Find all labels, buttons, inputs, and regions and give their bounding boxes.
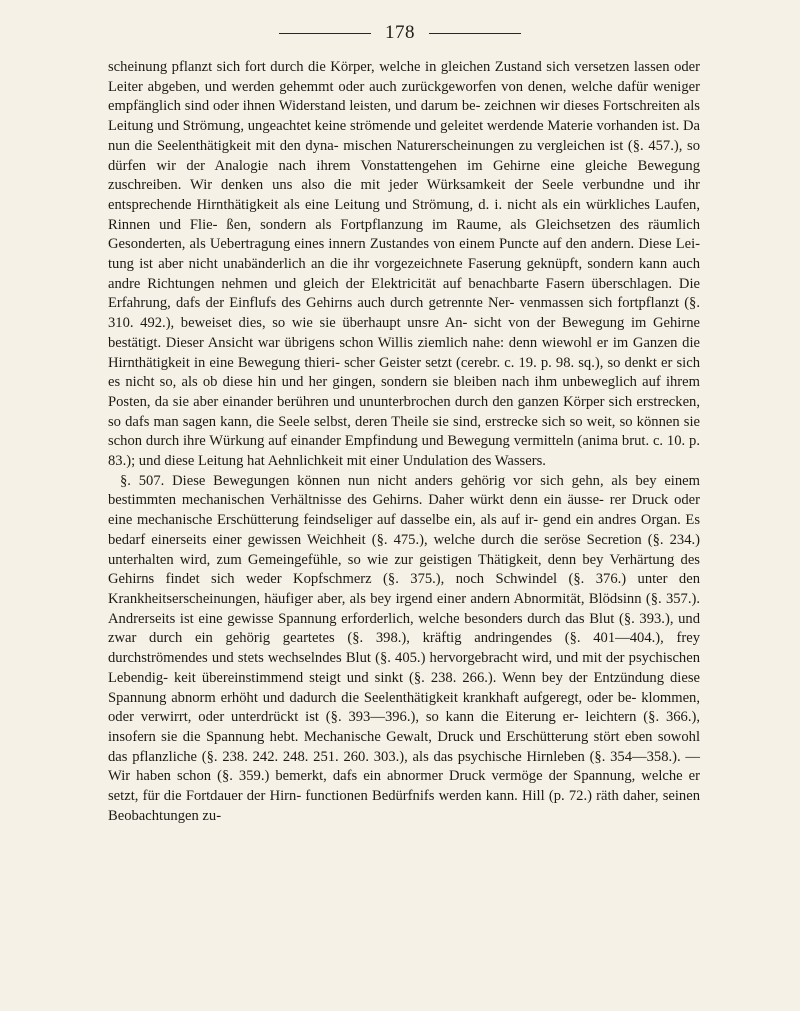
page-header	[0, 22, 800, 44]
paragraph-continuation: scheinung pflanzt sich fort durch die Körper, welche in gleichen Zustand sich versetzen lassen oder Leiter abgeben, und werden gehemmt oder auch zurückgeworfen von denen, welche dafür weniger empfänglich sind oder ihnen Widerstand leisten, und darum be- zeichnen wir dieses Fortschreiten als Leitung und Strömung, ungeachtet keine strömende und geleitet werdende Materie vorhanden ist. Da nun die Seelenthätigkeit mit den dyna- mischen Naturerscheinungen zu vergleichen ist (§. 457.), so dürfen wir der Analogie nach ihrem Vonstattengehen im Gehirne eine gleiche Bewegung zuschreiben. Wir denken uns also die mit jeder Würksamkeit der Seele verbundne und ihr entsprechende Hirnthätigkeit als eine Leitung und Strömung, d. i. nicht als ein würkliches Laufen, Rinnen und Flie- ßen, sondern als Fortpflanzung im Raume, als Gleichsetzen des räumlich Gesonderten, als Uebertragung eines innern Zustandes von einem Puncte auf den andern. Diese Lei- tung ist aber nicht unabänderlich an die ihr vorgezeichnete Faserung geknüpft, sondern kann auch andre Richtungen nehmen und gleich der Elektricität auf benachbarte Fasern überschlagen. Die Erfahrung, dafs der Einflufs des Gehirns auch durch getrennte Ner- venmassen sich fortpflanzt (§. 310. 492.), beweiset dies, so wie sie überhaupt unsre An- sicht von der Bewegung im Gehirne bestätigt. Dieser Ansicht war übrigens schon Willis ziemlich nahe: denn wiewohl er im Ganzen die Hirnthätigkeit in eine Bewegung thieri- scher Geister setzt (cerebr. c. 19. p. 98. sq.), so denkt er sich es nicht so, als ob diese hin und her gingen, sondern sie bleiben nach ihm unbeweglich auf ihrem Posten, da sie aber einander berühren und ununterbrochen durch den ganzen Körper sich erstrecken, so dafs man sagen kann, die Seele selbst, deren Theile sie sind, erstrecke sich so weit, so können sie schon durch ihre Würkung auf einander Empfindung und Bewegung vermitteln (anima brut. c. 10. p. 83.); und diese Leitung hat Aehnlichkeit mit einer Undulation des Wassers.	[108, 59, 700, 470]
page-number: 178	[385, 22, 415, 43]
body-text	[108, 58, 700, 826]
header-rule-left	[279, 33, 371, 34]
header-rule-right	[429, 33, 521, 34]
paragraph-section-507: §. 507. Diese Bewegungen können nun nicht anders gehörig vor sich gehn, als bey einem bestimmten mechanischen Verhältnisse des Gehirns. Daher würkt denn ein äusse- rer Druck oder eine mechanische Erschütterung feindseliger auf dasselbe ein, als auf ir- gend ein andres Organ. Es bedarf einerseits einer gewissen Weichheit (§. 475.), welche durch die seröse Secretion (§. 234.) unterhalten wird, zum Gemeingefühle, so wie zur geistigen Thätigkeit, denn bey Verhärtung des Gehirns findet sich weder Kopfschmerz (§. 375.), noch Schwindel (§. 376.) unter den Krankheitserscheinungen, häufiger aber, als bey irgend einer andern Abnormität, Blödsinn (§. 357.). Andrerseits ist eine gewisse Spannung erforderlich, welche besonders durch das Blut (§. 393.), und zwar durch ein gehörig geartetes (§. 398.), kräftig andringendes (§. 401—404.), frey durchströmendes und stets wechselndes Blut (§. 405.) hervorgebracht wird, und mit der psychischen Lebendig- keit übereinstimmend steigt und sinkt (§. 238. 266.). Wenn bey der Entzündung diese Spannung abnorm erhöht und dadurch die Seelenthätigkeit krankhaft aufgeregt, oder be- klommen, oder verwirrt, oder unterdrückt ist (§. 393—396.), so kann die Eiterung er- leichtern (§. 366.), insofern sie die Spannung hebt. Mechanische Gewalt, Druck und Erschütterung stört eben sowohl das pflanzliche (§. 238. 242. 248. 251. 260. 303.), als das psychische Hirnleben (§. 354—358.). — Wir haben schon (§. 359.) bemerkt, dafs ein abnormer Druck vermöge der Spannung, welche er setzt, für die Fortdauer der Hirn- functionen Bedürfnifs werden kann. Hill (p. 72.) räth daher, seinen Beobachtungen zu-	[108, 472, 700, 824]
